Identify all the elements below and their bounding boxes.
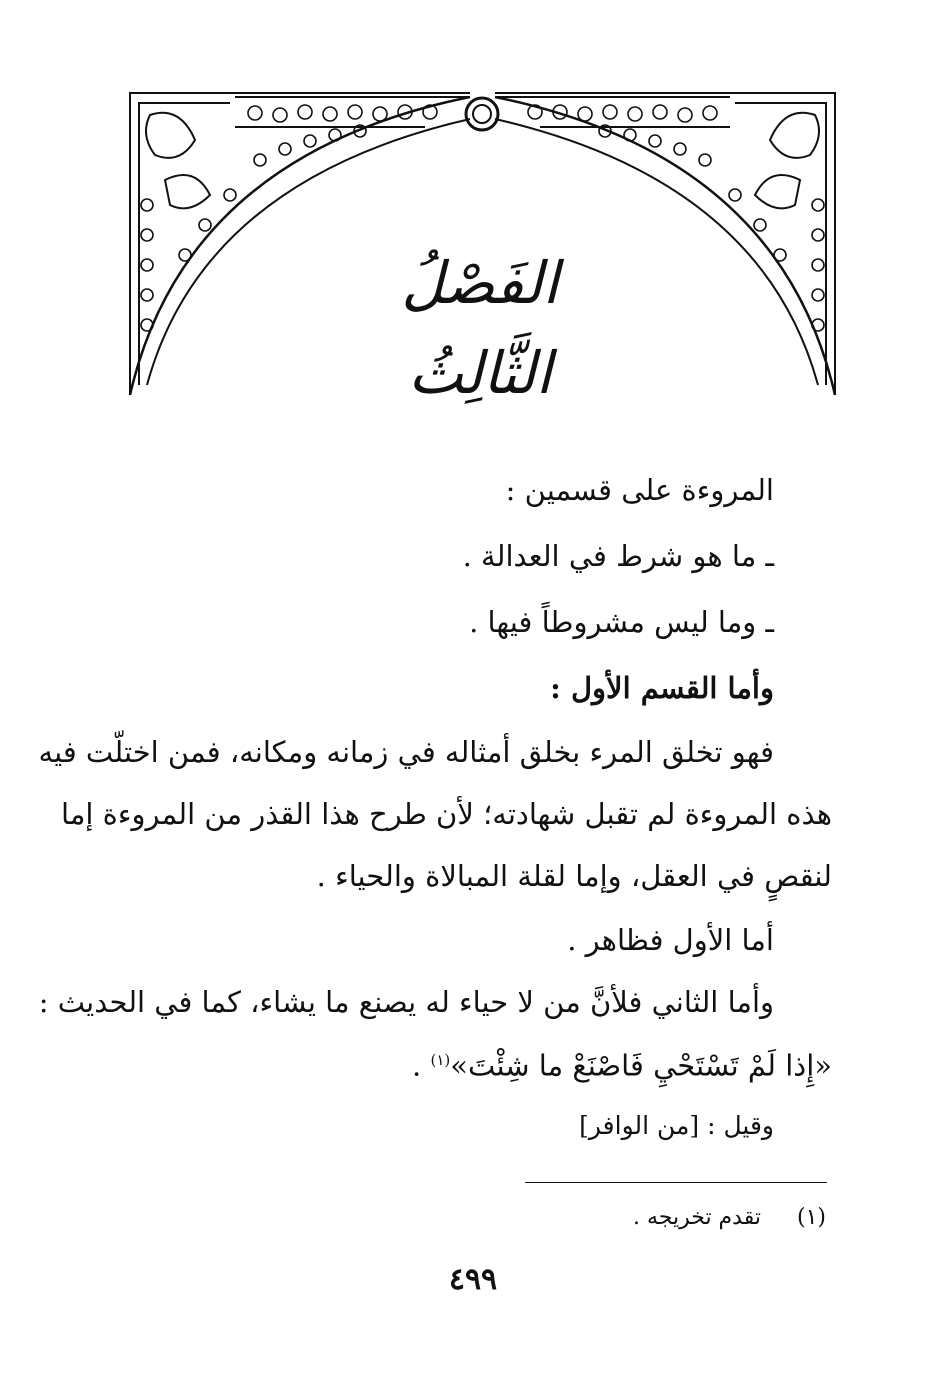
main-text: [38, 470, 832, 1170]
intro-line: المروءة على قسمين :: [505, 473, 774, 507]
paragraph-1-line-1: فهو تخلق المرء بخلق أمثاله في زمانه ومكانه، فمن اختلّت فيه: [38, 735, 774, 769]
footnote-text: تقدم تخريجه .: [633, 1205, 761, 1230]
chapter-title: الفَصْلُ الثَّالِثُ: [401, 249, 559, 407]
paragraph-1-line-2: هذه المروءة لم تقبل شهادته؛ لأن طرح هذا القذر من المروءة إما: [61, 797, 832, 831]
hadith-end: .: [412, 1048, 431, 1083]
footnote-divider: [525, 1182, 827, 1183]
hadith-quote: «إِذا لَمْ تَسْتَحْيِ فَاصْنَعْ ما شِئْتَ»: [450, 1048, 832, 1083]
list-item-2: ـ وما ليس مشروطاً فيها .: [469, 605, 774, 639]
footnote-marker: (١): [796, 1205, 826, 1230]
section-heading: وأما القسم الأول :: [550, 671, 774, 705]
poem-intro: وقيل : [من الوافر]: [579, 1111, 774, 1140]
list-item-1: ـ ما هو شرط في العدالة .: [462, 539, 774, 573]
paragraph-3-line-1: وأما الثاني فلأنَّ من لا حياء له يصنع ما يشاء، كما في الحديث :: [38, 985, 774, 1019]
footnote: [633, 1205, 826, 1230]
hadith-line: [120, 1040, 832, 1083]
page-number: ٤٩٩: [448, 1262, 498, 1297]
footnote-reference: (١): [430, 1051, 451, 1069]
paragraph-1-line-3: لنقصٍ في العقل، وإما لقلة المبالاة والحياء .: [316, 859, 832, 893]
paragraph-2: أما الأول فظاهر .: [567, 923, 774, 957]
